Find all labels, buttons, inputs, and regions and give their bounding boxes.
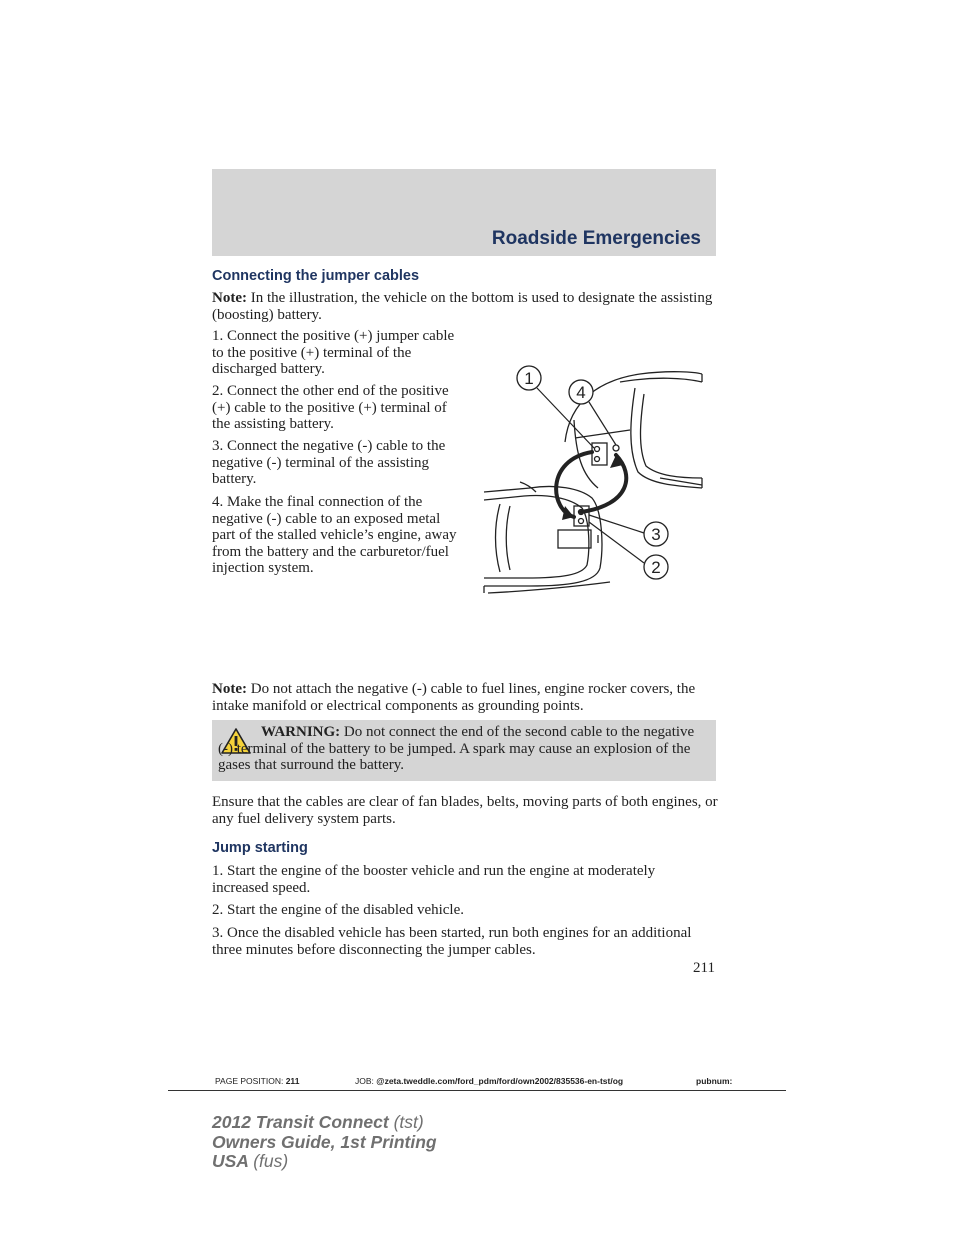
ensure-paragraph: Ensure that the cables are clear of fan blades, belts, moving parts of both engines, or any fuel delivery system parts. <box>212 794 718 827</box>
callout-2: 2 <box>651 558 661 577</box>
connect-step-4: 4. Make the final connection of the negative (-) cable to an exposed metal part of the stalled vehicle’s engine, away from the battery and the carburetor/fuel injection system. <box>212 494 457 576</box>
model-code: (tst) <box>393 1112 424 1132</box>
note-text: In the illustration, the vehicle on the bottom is used to designate the assisting (boosting) battery. <box>212 290 713 323</box>
document-id <box>212 1113 437 1172</box>
note-text: Do not attach the negative (-) cable to fuel lines, engine rocker covers, the intake manifold or electrical components as grounding points. <box>212 681 696 714</box>
footer-job <box>355 1076 623 1086</box>
jump-step-3: 3. Once the disabled vehicle has been started, run both engines for an additional three minutes before disconnecting the jumper cables. <box>212 925 692 958</box>
connect-step-1: 1. Connect the positive (+) jumper cable to the positive (+) terminal of the discharged battery. <box>212 328 455 377</box>
page-position-value: 211 <box>285 1076 300 1086</box>
job-label: JOB: <box>355 1076 374 1086</box>
callout-1: 1 <box>524 369 534 388</box>
warning-box <box>212 720 716 781</box>
warning-text: Do not connect the end of the second cable to the negative (-) terminal of the battery to be jumped. A spark may cause an explosion of the gases that surround the battery. <box>218 724 695 773</box>
jumper-cable-illustration <box>470 360 716 605</box>
note-label: Note: <box>212 681 247 697</box>
jump-step-1: 1. Start the engine of the booster vehicle and run the engine at moderately increased speed. <box>212 863 656 896</box>
market-name: USA <box>212 1151 249 1171</box>
section-title: Roadside Emergencies <box>491 228 701 249</box>
footer-pubnum: pubnum: <box>696 1076 733 1086</box>
warning-label: WARNING: <box>261 724 341 740</box>
callout-4: 4 <box>576 383 586 402</box>
note-illustration <box>212 290 716 323</box>
footer-page-position <box>215 1076 299 1086</box>
jump-step-2: 2. Start the engine of the disabled vehicle. <box>212 902 465 918</box>
section-header-bar <box>212 169 716 256</box>
doc-id-line-1 <box>212 1113 437 1133</box>
page-number: 211 <box>693 960 715 976</box>
callout-3: 3 <box>651 525 661 544</box>
doc-id-line-2: Owners Guide, 1st Printing <box>212 1131 437 1152</box>
connect-step-3: 3. Connect the negative (-) cable to the negative (-) terminal of the assisting battery. <box>212 438 446 487</box>
footer-divider <box>168 1090 786 1091</box>
note-grounding <box>212 681 722 714</box>
jump-heading: Jump starting <box>212 840 308 856</box>
market-code: (fus) <box>253 1151 289 1171</box>
doc-id-line-3 <box>212 1152 437 1172</box>
job-value: @zeta.tweddle.com/ford_pdm/ford/own2002/835536-en-tst/og <box>376 1076 624 1086</box>
note-label: Note: <box>212 290 247 306</box>
connect-step-2: 2. Connect the other end of the positive (+) cable to the positive (+) terminal of the assisting battery. <box>212 383 449 432</box>
model-name: 2012 Transit Connect <box>212 1112 389 1132</box>
connecting-heading: Connecting the jumper cables <box>212 268 420 284</box>
page-position-label: PAGE POSITION: <box>215 1076 284 1086</box>
warning-text-block <box>218 724 712 774</box>
